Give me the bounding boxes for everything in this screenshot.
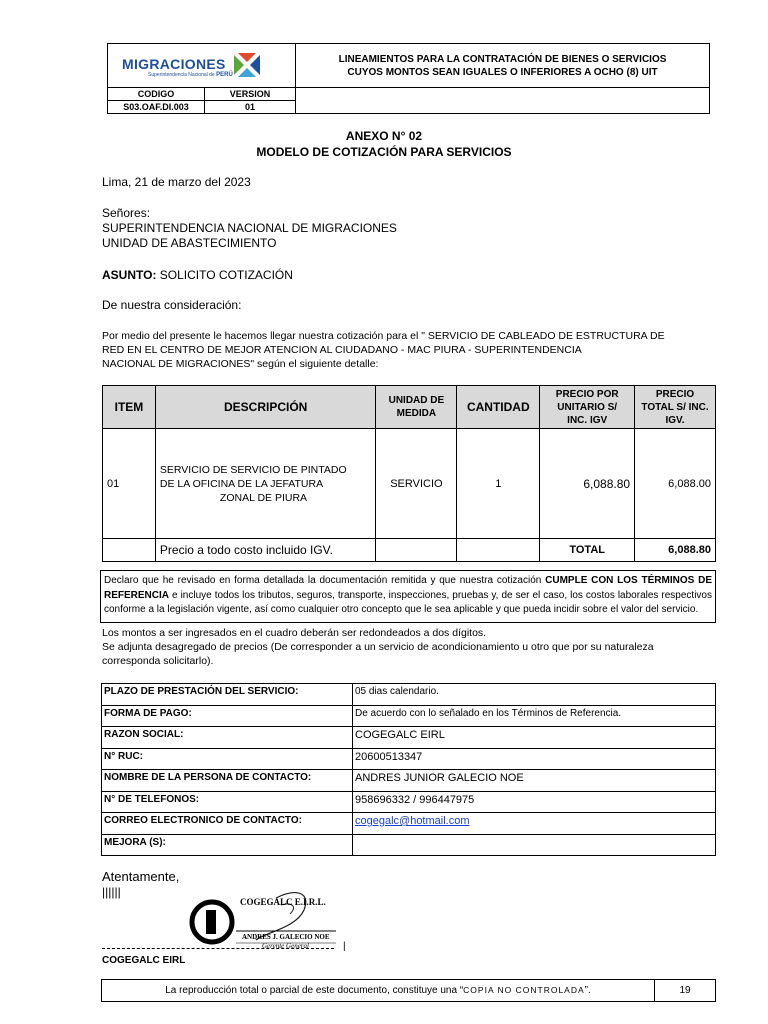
declaration-box: Declaro que he revisado en forma detallada la documentación remitida y que nuestra cotización CUMPLE CON LOS TÉRMINOS DE REFERENCIA e incluye todos los tributos, seguros, transporte, inspecciones, pruebas y, de ser el caso, los costos laborales respectivos conforme a la legislación vigente, así como cualquier otro concepto que le sea aplicable y que pueda incidir sobre el valor del servicio.	[100, 570, 716, 623]
item-unit: SERVICIO	[376, 429, 457, 539]
code-label: CODIGO	[108, 88, 205, 101]
table-total-row	[103, 539, 716, 562]
stamp-company: COGEGALC E.I.R.L.	[240, 897, 326, 907]
signature-line	[102, 948, 334, 949]
letter-date: Lima, 21 de marzo del 2023	[102, 175, 251, 189]
item-description: SERVICIO DE SERVICIO DE PINTADO DE LA OFICINA DE LA JEFATURA ZONAL DE PIURA	[155, 429, 376, 539]
table-row: CORREO ELECTRONICO DE CONTACTO: cogegalc@hotmail.com	[102, 813, 716, 835]
annex-title: ANEXO N° 02	[345, 129, 423, 143]
addressee-line-2: UNIDAD DE ABASTECIMIENTO	[102, 236, 277, 250]
item-total-price: 6,088.00	[635, 429, 716, 539]
code-value: S03.OAF.DI.003	[108, 101, 205, 114]
table-row: RAZON SOCIAL: COGEGALC EIRL	[102, 727, 716, 749]
table-row: N° DE TELEFONOS: 958696332 / 996447975	[102, 791, 716, 813]
salutation: Señores:	[102, 206, 151, 220]
col-description: DESCRIPCIÓN	[155, 386, 376, 429]
items-table	[102, 385, 716, 562]
email-link[interactable]: cogegalc@hotmail.com	[355, 815, 470, 827]
signatory-company: COGEGALC EIRL	[102, 955, 186, 966]
item-quantity: 1	[457, 429, 540, 539]
item-number: 01	[103, 429, 156, 539]
consideration-line: De nuestra consideración:	[102, 298, 242, 312]
page-footer	[101, 979, 716, 1002]
migraciones-logo-icon	[230, 49, 264, 83]
signature-line-end: |	[343, 941, 346, 952]
subject-label: ASUNTO:	[102, 268, 157, 282]
table-row: PLAZO DE PRESTACIÓN DEL SERVICIO: 05 dias calendario.	[102, 684, 716, 706]
addressee-line-1: SUPERINTENDENCIA NACIONAL DE MIGRACIONES	[102, 221, 397, 235]
notes: Los montos a ser ingresados en el cuadro deberán ser redondeados a dos dígitos. Se adjunta desagregado de precios (De corresponder a un servicio de acondicionamiento u otro que por su naturaleza corresponda solicitarlo).	[102, 627, 654, 667]
subject-value: SOLICITO COTIZACIÓN	[156, 268, 293, 282]
table-row	[103, 429, 716, 539]
table-row: NOMBRE DE LA PERSONA DE CONTACTO: ANDRES JUNIOR GALECIO NOE	[102, 770, 716, 792]
page-number: 19	[679, 985, 691, 996]
col-item: ITEM	[103, 386, 156, 429]
item-unit-price: 6,088.80	[540, 429, 635, 539]
annex-subtitle: MODELO DE COTIZACIÓN PARA SERVICIOS	[256, 145, 512, 159]
table-row: FORMA DE PAGO: De acuerdo con lo señalado en los Términos de Referencia.	[102, 705, 716, 727]
intro-paragraph: Por medio del presente le hacemos llegar nuestra cotización para el " SERVICIO DE CABLEADO DE ESTRUCTURA DE RED EN EL CENTRO DE MEJOR ATENCION AL CIUDADANO - MAC PIURA - SUPERINTENDENCIA NACIONAL DE MIGRACIONES" según el siguiente detalle:	[102, 330, 665, 370]
contact-info-table	[101, 683, 716, 856]
version-label: VERSION	[205, 88, 296, 101]
footer-notice: La reproducción total o parcial de este documento, constituye una “COPIA NO CONTROLADA”.	[102, 980, 655, 1001]
subject-line	[102, 268, 293, 283]
stamp-role: Gerente General	[262, 942, 309, 950]
col-unit: UNIDAD DE MEDIDA	[376, 386, 457, 429]
col-unit-price: PRECIO POR UNITARIO S/ INC. IGV	[540, 386, 635, 429]
table-row: N° RUC: 20600513347	[102, 748, 716, 770]
items-table-header-row	[103, 386, 716, 429]
stamp-name: ANDRES J. GALECIO NOE	[242, 933, 330, 941]
document-title: LINEAMIENTOS PARA LA CONTRATACIÓN DE BIENES O SERVICIOS CUYOS MONTOS SEAN IGUALES O INFERIORES A OCHO (8) UIT	[296, 44, 709, 88]
price-note: Precio a todo costo incluido IGV.	[155, 539, 376, 562]
col-total-price: PRECIO TOTAL S/ INC. IGV.	[635, 386, 716, 429]
total-label: TOTAL	[540, 539, 635, 562]
declaration-compliance: CUMPLE CON LOS TÉRMINOS DE REFERENCIA	[104, 575, 712, 601]
logo-subtext: Superintendencia Nacional de PERÚ	[148, 72, 233, 78]
logo-cell	[108, 44, 296, 88]
total-value: 6,088.80	[635, 539, 716, 562]
migraciones-logo-text: MIGRACIONES	[122, 56, 226, 72]
document-header	[107, 43, 710, 114]
table-row: MEJORA (S):	[102, 834, 716, 856]
marks: ||||||	[102, 885, 121, 899]
version-value: 01	[205, 101, 296, 114]
col-quantity: CANTIDAD	[457, 386, 540, 429]
regards: Atentamente,	[102, 869, 180, 884]
